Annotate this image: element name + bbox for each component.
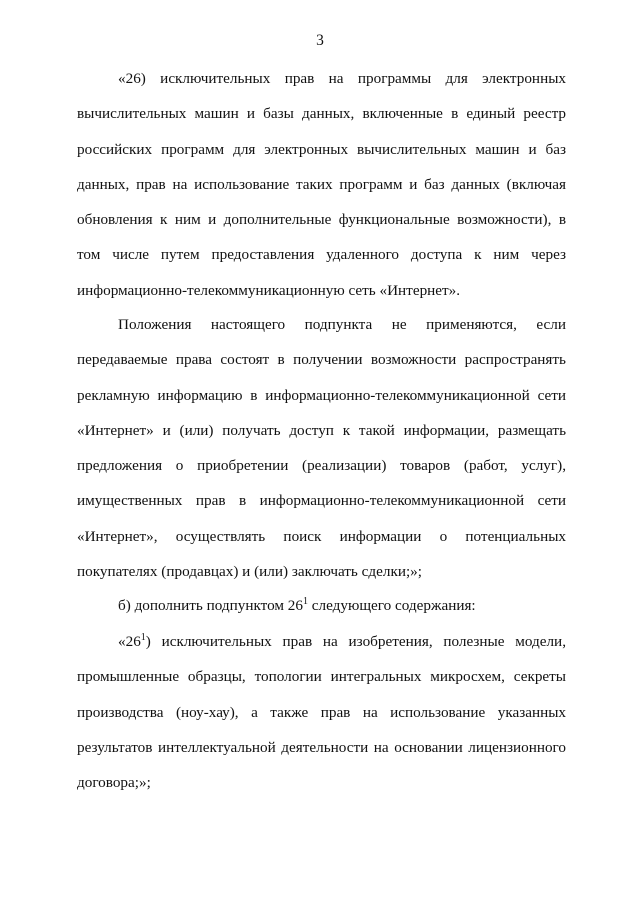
- paragraph-1-line-5: обновления к ним и дополнительные функциональные возможности), в: [77, 211, 566, 229]
- paragraph-2-line-1: Положения настоящего подпункта не применяются, если: [118, 316, 566, 333]
- paragraph-2-line-6: имущественных прав в информационно-телекоммуникационной сети: [77, 492, 566, 510]
- paragraph-4-line-1-text: ) исключительных прав на изобретения, полезные модели,: [145, 633, 566, 650]
- paragraph-4-line-1: [77, 624, 566, 659]
- paragraph-4-line-5: договора;»;: [77, 774, 151, 792]
- paragraph-2-line-7: «Интернет», осуществлять поиск информации о потенциальных: [77, 527, 566, 545]
- paragraph-4-line-3: производства (ноу-хау), а также прав на использование указанных: [77, 703, 566, 721]
- paragraph-1-line-1: «26) исключительных прав на программы для электронных: [118, 70, 566, 87]
- paragraph-4-superscript: 1: [140, 632, 146, 643]
- paragraph-3: [77, 588, 566, 623]
- paragraph-3-text: б) дополнить подпунктом 26: [118, 597, 303, 614]
- paragraph-1-line-4: данных, прав на использование таких программ и баз данных (включая: [77, 175, 566, 193]
- paragraph-3-line-1: [77, 588, 566, 623]
- paragraph-2-line-5: предложения о приобретении (реализации) товаров (работ, услуг),: [77, 457, 566, 475]
- paragraph-1-line-6: том числе путем предоставления удаленного доступа к ним через: [77, 246, 566, 264]
- paragraph-1-line-7: информационно-телекоммуникационную сеть «Интернет».: [77, 281, 461, 299]
- paragraph-4: [77, 624, 566, 800]
- paragraph-3-superscript: 1: [303, 596, 308, 607]
- paragraph-1: [77, 61, 566, 308]
- paragraph-1-line-2: вычислительных машин и базы данных, включенные в единый реестр: [77, 105, 566, 123]
- page-number: 3: [316, 32, 324, 49]
- paragraph-3-tail: следующего содержания:: [308, 597, 476, 614]
- paragraph-2: [77, 307, 566, 589]
- paragraph-2-line-3: рекламную информацию в информационно-телекоммуникационной сети: [77, 386, 566, 404]
- paragraph-4-line-2: промышленные образцы, топологии интегральных микросхем, секреты: [77, 668, 566, 686]
- paragraph-2-line-4: «Интернет» и (или) получать доступ к такой информации, размещать: [77, 421, 566, 439]
- paragraph-4-line-4: результатов интеллектуальной деятельности на основании лицензионного: [77, 738, 566, 756]
- paragraph-2-line-2: передаваемые права состоят в получении возможности распространять: [77, 351, 566, 369]
- paragraph-1-line-3: российских программ для электронных вычислительных машин и баз: [77, 140, 566, 158]
- paragraph-2-line-8: покупателях (продавцах) и (или) заключать сделки;»;: [77, 563, 422, 581]
- paragraph-4-lead: «26: [118, 633, 141, 650]
